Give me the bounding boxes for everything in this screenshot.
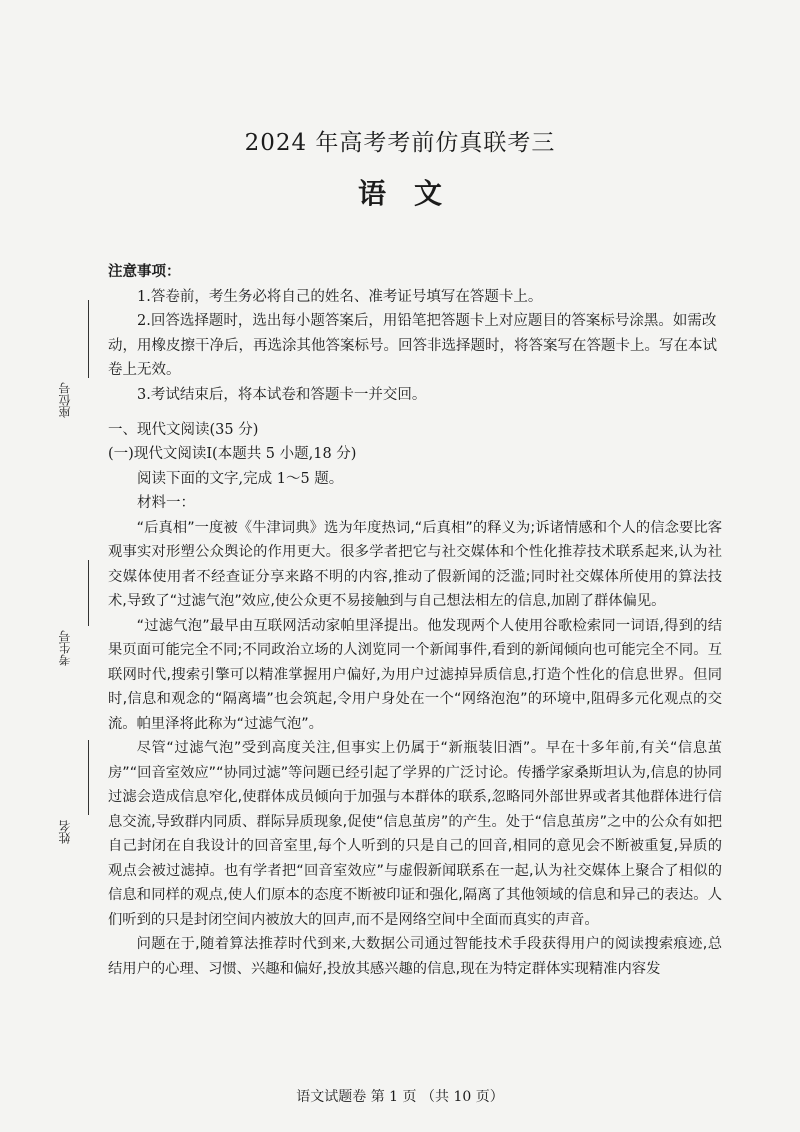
material-text <box>108 516 722 982</box>
material-paragraph: “后真相”一度被《牛津词典》选为年度热词,“后真相”的释义为;诉诸情感和个人的信念要比客观事实对形塑公众舆论的作用更大。很多学者把它与社交媒体和个性化推荐技术联系起来,认为社交媒体使用者不经查证分享来路不明的内容,推动了假新闻的泛滥;同时社交媒体所使用的算法技术,导致了“过滤气泡”效应,使公众更不易接触到与自己想法相左的信息,加剧了群体偏见。 <box>108 519 722 610</box>
name-field <box>58 740 98 870</box>
subject-title: 语文 <box>357 177 470 210</box>
candidate-number-line <box>88 560 89 626</box>
exam-body <box>108 260 722 981</box>
notice-title: 注意事项： <box>108 263 181 280</box>
material-paragraph: 尽管“过滤气泡”受到高度关注,但事实上仍属于“新瓶装旧酒”。早在十多年前,有关“信息茧房”“回音室效应”“协同过滤”等问题已经引起了学界的广泛讨论。传播学家桑斯坦认为,信息的协同过滤会造成信息窄化,使群体成员倾向于加强与本群体的联系,忽略同外部世界或者其他群体进行信息交流,导致群内同质、群际异质现象,促使“信息茧房”的产生。处于“信息茧房”之中的公众有如把自己封闭在自我设计的回音室里,每个人听到的只是自己的回音,相同的意见会不断被重复,异质的观点会被过滤掉。也有学者把“回音室效应”与虚假新闻联系在一起,认为社交媒体上聚合了相似的信息和同样的观点,使人们原本的态度不断被印证和强化,隔离了其他领域的信息和异己的表达。人们听到的只是封闭空间内被放大的回声,而不是网络空间中全面而真实的声音。 <box>108 740 722 928</box>
notice-item: 1.答卷前，考生务必将自己的姓名、准考证号填写在答题卡上。 <box>137 288 543 305</box>
section-heading: 一、现代文阅读(35 分) <box>108 421 259 438</box>
notice-item: 3.考试结束后，将本试卷和答题卡一并交回。 <box>137 386 427 403</box>
page-footer: 语文试题卷 第 1 页 （共 10 页） <box>296 1089 504 1105</box>
seat-number-label: 座位号 <box>58 382 72 418</box>
candidate-number-label: 考生号 <box>58 630 72 666</box>
material-paragraph: 问题在于,随着算法推荐时代到来,大数据公司通过智能技术手段获得用户的阅读搜索痕迹,总结用户的心理、习惯、兴趣和偏好,投放其感兴趣的信息,现在为特定群体实现精准内容发 <box>108 936 722 977</box>
exam-title: 2024 年高考考前仿真联考三 <box>244 130 556 156</box>
material-paragraph: “过滤气泡”最早由互联网活动家帕里泽提出。他发现两个人使用谷歌检索同一词语,得到的结果页面可能完全不同;不同政治立场的人浏览同一个新闻事件,看到的新闻倾向也可能完全不同。互联网时代,搜索引擎可以精准掌握用户偏好,为用户过滤掉异质信息,打造个性化的信息世界。但同时,信息和观念的“隔离墙”也会筑起,令用户身处在一个“网络泡泡”的环境中,阻碍多元化观点的交流。帕里泽将此称为“过滤气泡”。 <box>108 617 722 732</box>
notice-item: 2.回答选择题时，选出每小题答案后，用铅笔把答题卡上对应题目的答案标号涂黑。如需改动，用橡皮擦干净后，再选涂其他答案标号。回答非选择题时，将答案写在答题卡上。写在本试卷上无效。 <box>108 313 717 379</box>
section-subheading: (一)现代文阅读Ⅰ(本题共 5 小题,18 分) <box>108 446 357 463</box>
name-line <box>88 740 89 815</box>
seat-number-field <box>58 300 98 450</box>
name-label: 姓名 <box>58 820 72 844</box>
material-label: 材料一： <box>137 495 195 512</box>
candidate-number-field <box>58 560 98 690</box>
reading-instruction: 阅读下面的文字,完成 1～5 题。 <box>137 470 344 487</box>
seat-number-line <box>88 300 89 378</box>
